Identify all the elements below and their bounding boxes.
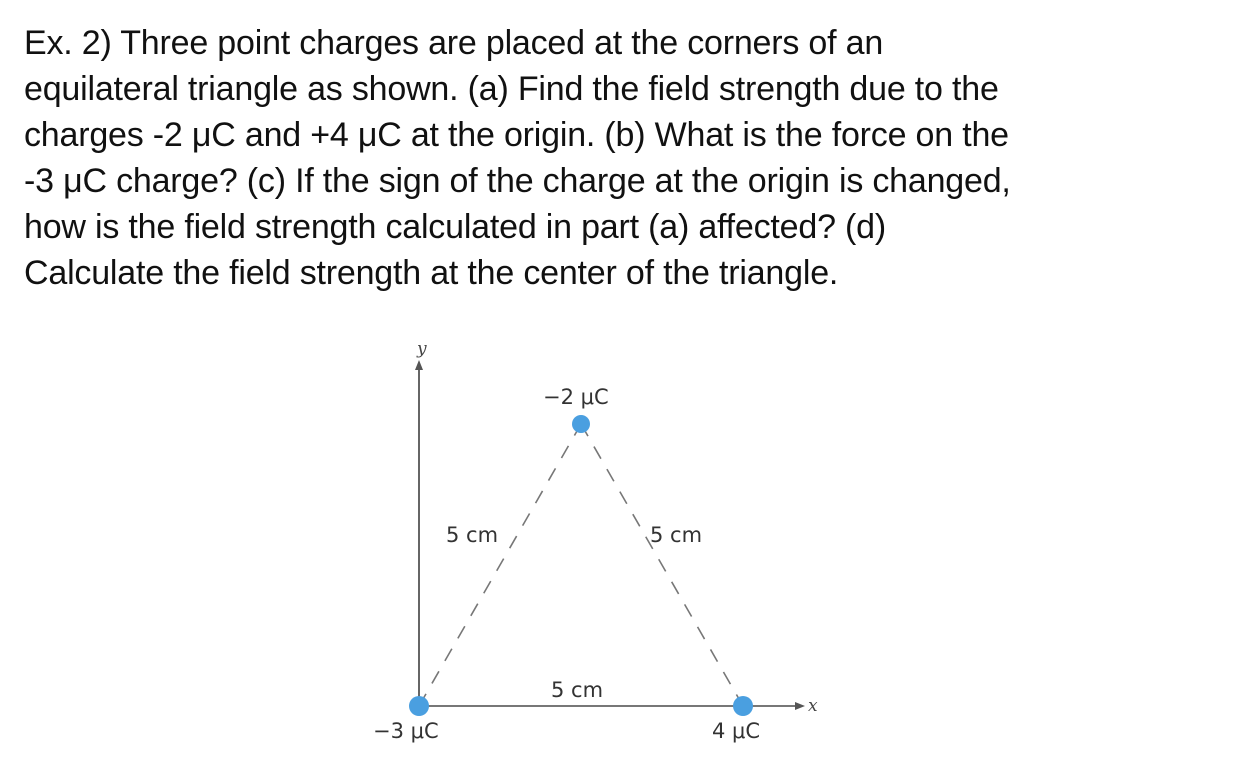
charge-top-marker (572, 415, 590, 433)
side-bottom-label: 5 cm (551, 678, 604, 702)
charge-right-label: 4 μC (712, 719, 761, 743)
side-left (419, 424, 581, 706)
problem-line: how is the field strength calculated in part (a) affected? (d) (24, 208, 887, 246)
problem-line: Ex. 2) Three point charges are placed at the corners of an (24, 24, 884, 62)
y-axis-label: y (417, 339, 427, 359)
charge-origin-label: −3 μC (373, 719, 439, 743)
charge-top-label: −2 μC (543, 385, 609, 409)
problem-line: Calculate the field strength at the center of the triangle. (24, 254, 839, 292)
side-left-label: 5 cm (446, 523, 499, 547)
problem-line: equilateral triangle as shown. (a) Find the field strength due to the (24, 70, 999, 108)
x-axis-label: x (808, 696, 818, 716)
side-right-label: 5 cm (650, 523, 703, 547)
charge-origin-marker (409, 696, 429, 716)
problem-line: -3 μC charge? (c) If the sign of the charge at the origin is changed, (24, 162, 1011, 200)
problem-line: charges -2 μC and +4 μC at the origin. (b) What is the force on the (24, 116, 1009, 154)
charge-right-marker (733, 696, 753, 716)
side-right (581, 424, 743, 706)
